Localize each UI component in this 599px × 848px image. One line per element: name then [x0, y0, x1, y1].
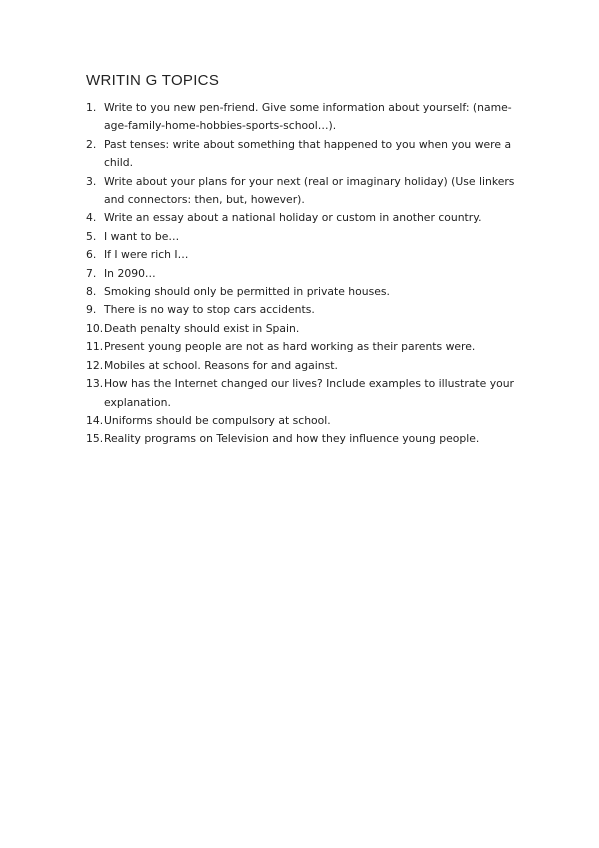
topic-number: 1.: [86, 101, 97, 114]
topic-text: I want to be…: [104, 229, 180, 243]
topic-number: 5.: [86, 229, 97, 243]
topic-number: 11.: [86, 340, 104, 354]
topic-text: Mobiles at school. Reasons for and against.: [104, 358, 338, 372]
topic-item-7: [86, 265, 516, 283]
topic-item-4: [86, 209, 516, 227]
topic-number: 15.: [86, 432, 104, 446]
topic-text: Reality programs on Television and how they influence young people.: [104, 432, 480, 446]
topic-text: There is no way to stop cars accidents.: [104, 303, 315, 317]
topic-number: 14.: [86, 413, 104, 427]
topic-text: Smoking should only be permitted in private houses.: [104, 285, 390, 299]
topic-text: If I were rich I…: [104, 248, 189, 262]
topic-text: Write to you new pen-friend. Give some information about yourself: (name-age-family-home-hobbies-sports-school…).: [104, 101, 512, 133]
topic-text: Write about your plans for your next (real or imaginary holiday) (Use linkers and connectors: then, but, however).: [104, 174, 515, 207]
topic-item-12: [86, 357, 516, 375]
topic-text: Uniforms should be compulsory at school.: [104, 413, 331, 427]
topic-item-15: [86, 430, 516, 448]
topic-item-5: [86, 228, 516, 246]
topic-item-6: [86, 246, 516, 264]
topic-text: Write an essay about a national holiday or custom in another country.: [104, 211, 482, 225]
topic-list: [86, 99, 516, 449]
topic-number: 9.: [86, 303, 97, 317]
topic-item-13: [86, 375, 516, 412]
topic-number: 2.: [86, 137, 97, 151]
topic-number: 4.: [86, 211, 97, 225]
topic-number: 10.: [86, 321, 104, 335]
topic-item-3: [86, 173, 516, 210]
topic-item-14: [86, 412, 516, 430]
topic-text: In 2090…: [104, 266, 156, 280]
topic-item-2: [86, 136, 516, 173]
topic-number: 8.: [86, 285, 97, 299]
topic-text: How has the Internet changed our lives? Include examples to illustrate your explanation.: [104, 377, 514, 409]
topic-text: Past tenses: write about something that happened to you when you were a child.: [104, 137, 512, 170]
topic-number: 3.: [86, 174, 97, 188]
topic-item-9: [86, 301, 516, 319]
page-title: WRITIN G TOPICS: [86, 72, 220, 89]
topic-item-1: [86, 99, 516, 136]
topic-item-11: [86, 338, 516, 356]
topic-text: Death penalty should exist in Spain.: [104, 321, 300, 335]
topic-item-8: [86, 283, 516, 301]
topic-item-10: [86, 320, 516, 338]
topic-text: Present young people are not as hard working as their parents were.: [104, 340, 476, 354]
topic-number: 12.: [86, 358, 104, 372]
topic-number: 7.: [86, 266, 97, 280]
topic-number: 6.: [86, 248, 97, 262]
topic-number: 13.: [86, 377, 104, 391]
